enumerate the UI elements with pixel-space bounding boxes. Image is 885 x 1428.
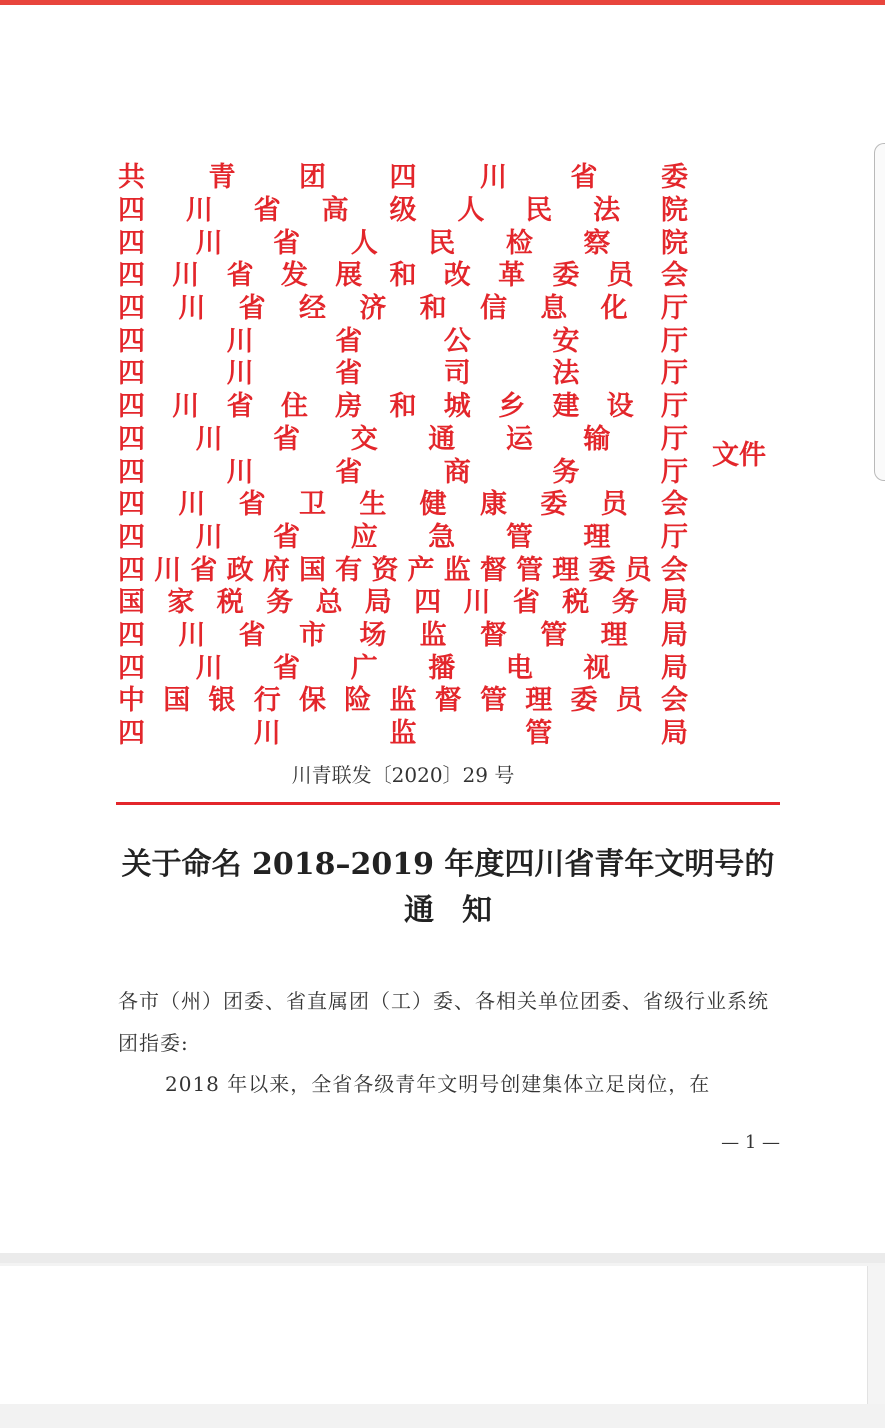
- issuer-char: 川: [195, 227, 223, 259]
- issuer-char: 电: [505, 652, 533, 684]
- issuer-line: [118, 718, 688, 751]
- issuer-char: 管: [505, 521, 533, 553]
- issuer-char: 厅: [660, 325, 688, 357]
- issuer-char: 管: [480, 685, 507, 717]
- issuer-char: 局: [661, 718, 688, 750]
- issuer-char: 团: [299, 162, 326, 194]
- document-title: [116, 842, 780, 934]
- issuer-line: [118, 620, 688, 653]
- next-page-edge: [867, 1266, 885, 1404]
- issuer-char: 省: [570, 162, 598, 194]
- issuer-char: 局: [660, 652, 688, 684]
- issuer-char: 府: [262, 554, 290, 586]
- issuer-char: 资: [371, 554, 399, 586]
- issuer-char: 改: [443, 260, 471, 292]
- issuer-char: 卫: [298, 489, 326, 521]
- issuer-char: 视: [583, 652, 611, 684]
- issuer-char: 司: [443, 358, 471, 390]
- issuer-char: 监: [443, 554, 471, 586]
- issuer-char: 应: [350, 521, 378, 553]
- issuer-char: 检: [505, 227, 533, 259]
- issuer-char: 省: [273, 423, 301, 455]
- issuer-char: 督: [479, 619, 507, 651]
- issuer-char: 监: [389, 718, 417, 750]
- issuer-char: 川: [172, 260, 200, 292]
- next-page: [0, 1266, 885, 1404]
- issuer-char: 四: [118, 325, 145, 357]
- issuer-char: 生: [359, 489, 387, 521]
- issuer-char: 急: [428, 521, 456, 553]
- issuer-char: 房: [335, 391, 363, 423]
- issuer-char: 法: [593, 195, 621, 227]
- title-line-2: 通知: [404, 893, 520, 928]
- issuer-char: 务: [552, 456, 580, 488]
- issuer-char: 四: [118, 293, 145, 325]
- issuer-char: 乡: [498, 391, 526, 423]
- issuer-line: [118, 424, 688, 457]
- issuer-char: 国: [298, 554, 326, 586]
- issuer-char: 厅: [660, 293, 688, 325]
- issuer-char: 公: [443, 325, 471, 357]
- issuer-char: 务: [611, 587, 639, 619]
- issuer-char: 产: [407, 554, 435, 586]
- issuer-char: 市: [298, 619, 326, 651]
- issuer-char: 和: [419, 293, 447, 325]
- issuer-char: 监: [419, 619, 447, 651]
- issuer-char: 国: [163, 685, 191, 717]
- issuer-char: 国: [118, 587, 145, 619]
- issuer-char: 理: [525, 685, 553, 717]
- issuer-char: 四: [118, 619, 145, 651]
- issuer-char: 理: [600, 619, 628, 651]
- issuer-char: 四: [118, 489, 145, 521]
- issuer-char: 局: [660, 619, 688, 651]
- body-paragraph: 2018 年以来，全省各级青年文明号创建集体立足岗位，在: [165, 1072, 711, 1096]
- issuer-char: 员: [606, 260, 634, 292]
- issuer-char: 和: [389, 260, 417, 292]
- issuer-char: 四: [118, 521, 145, 553]
- issuer-line: [118, 358, 688, 391]
- issuer-char: 川: [480, 162, 507, 194]
- issuer-char: 院: [660, 227, 688, 259]
- issuer-char: 委: [588, 554, 616, 586]
- issuer-char: 局: [660, 587, 688, 619]
- issuer-char: 险: [344, 685, 372, 717]
- issuer-char: 理: [552, 554, 580, 586]
- issuer-char: 四: [118, 260, 145, 292]
- issuer-char: 四: [118, 718, 145, 750]
- issuer-char: 局: [364, 587, 392, 619]
- issuer-char: 输: [583, 423, 611, 455]
- document-label: 文件: [712, 440, 766, 471]
- red-divider: [116, 802, 780, 805]
- issuer-char: 税: [216, 587, 244, 619]
- issuer-char: 川: [178, 293, 206, 325]
- issuer-line: [118, 456, 688, 489]
- issuer-char: 会: [660, 260, 688, 292]
- issuer-char: 省: [226, 260, 254, 292]
- issuer-char: 高: [321, 195, 349, 227]
- issuer-char: 运: [505, 423, 533, 455]
- issuer-char: 管: [540, 619, 568, 651]
- issuer-char: 济: [359, 293, 387, 325]
- issuer-char: 行: [253, 685, 281, 717]
- issuer-char: 级: [389, 195, 417, 227]
- issuer-char: 川: [253, 718, 281, 750]
- issuer-char: 共: [118, 162, 145, 194]
- issuer-char: 税: [562, 587, 590, 619]
- issuer-line: [118, 391, 688, 424]
- issuer-char: 总: [315, 587, 343, 619]
- issuer-char: 厅: [660, 456, 688, 488]
- issuer-char: 省: [335, 325, 363, 357]
- issuer-line: [118, 685, 688, 718]
- issuer-char: 省: [226, 391, 254, 423]
- issuer-char: 督: [479, 554, 507, 586]
- issuer-line: [118, 195, 688, 228]
- issuer-line: [118, 587, 688, 620]
- issuer-char: 川: [195, 521, 223, 553]
- issuer-char: 住: [280, 391, 308, 423]
- issuer-char: 家: [167, 587, 195, 619]
- issuer-char: 息: [540, 293, 568, 325]
- issuer-char: 省: [253, 195, 281, 227]
- issuer-char: 省: [238, 619, 266, 651]
- issuer-char: 四: [118, 227, 145, 259]
- issuer-char: 建: [552, 391, 580, 423]
- issuer-char: 省: [238, 489, 266, 521]
- issuer-char: 健: [419, 489, 447, 521]
- issuer-char: 商: [443, 456, 471, 488]
- issuer-char: 人: [350, 227, 378, 259]
- issuer-char: 省: [335, 456, 363, 488]
- issuer-char: 川: [178, 619, 206, 651]
- issuer-char: 四: [389, 162, 417, 194]
- issuer-line: [118, 162, 688, 195]
- issuer-char: 省: [273, 521, 301, 553]
- issuer-char: 厅: [660, 391, 688, 423]
- issuer-char: 监: [389, 685, 417, 717]
- issuer-char: 民: [428, 227, 456, 259]
- issuer-char: 省: [335, 358, 363, 390]
- issuer-char: 政: [226, 554, 254, 586]
- issuer-char: 民: [525, 195, 553, 227]
- issuer-char: 川: [172, 391, 200, 423]
- issuer-char: 会: [661, 685, 688, 717]
- issuer-char: 川: [226, 358, 254, 390]
- issuer-char: 四: [414, 587, 442, 619]
- issuer-char: 四: [118, 423, 145, 455]
- issuer-char: 厅: [660, 521, 688, 553]
- issuer-char: 省: [238, 293, 266, 325]
- issuer-char: 保: [299, 685, 326, 717]
- issuer-char: 中: [118, 685, 145, 717]
- issuer-line: [118, 489, 688, 522]
- issuer-char: 川: [178, 489, 206, 521]
- issuer-char: 厅: [660, 423, 688, 455]
- issuer-char: 经: [298, 293, 326, 325]
- issuer-char: 会: [660, 489, 688, 521]
- issuer-line: [118, 260, 688, 293]
- issuer-char: 银: [208, 685, 236, 717]
- issuer-char: 委: [540, 489, 568, 521]
- issuer-char: 厅: [660, 358, 688, 390]
- issuer-char: 管: [525, 718, 553, 750]
- issuer-char: 四: [118, 652, 145, 684]
- issuer-char: 省: [273, 652, 301, 684]
- issuer-char: 会: [660, 554, 688, 586]
- issuer-char: 四: [118, 554, 145, 586]
- issuer-char: 设: [606, 391, 634, 423]
- issuer-char: 员: [615, 685, 643, 717]
- issuer-char: 员: [624, 554, 652, 586]
- issuer-char: 省: [512, 587, 540, 619]
- issuer-char: 四: [118, 456, 145, 488]
- issuer-char: 革: [498, 260, 526, 292]
- issuer-char: 川: [226, 325, 254, 357]
- issuer-char: 场: [359, 619, 387, 651]
- issuer-line: [118, 522, 688, 555]
- issuer-char: 员: [600, 489, 628, 521]
- issuer-char: 播: [428, 652, 456, 684]
- issuer-char: 安: [552, 325, 580, 357]
- top-accent-strip: [0, 0, 885, 5]
- issuer-char: 四: [118, 358, 145, 390]
- issuer-char: 察: [583, 227, 611, 259]
- page-number: — 1 —: [721, 1132, 780, 1153]
- bottom-bar: [0, 1404, 885, 1428]
- issuer-char: 青: [208, 162, 236, 194]
- page-separator: [0, 1253, 885, 1263]
- issuer-char: 四: [118, 391, 145, 423]
- issuer-char: 和: [389, 391, 417, 423]
- issuer-char: 交: [350, 423, 378, 455]
- issuer-char: 川: [463, 587, 491, 619]
- issuer-line: [118, 293, 688, 326]
- issuer-line: [118, 554, 688, 587]
- scroll-handle[interactable]: [874, 143, 885, 481]
- issuer-char: 发: [280, 260, 308, 292]
- issuer-char: 信: [479, 293, 507, 325]
- issuer-char: 委: [552, 260, 580, 292]
- issuer-line: [118, 325, 688, 358]
- issuer-char: 管: [516, 554, 544, 586]
- issuer-char: 化: [600, 293, 628, 325]
- issuer-line: [118, 227, 688, 260]
- issuer-char: 法: [552, 358, 580, 390]
- issuer-char: 通: [428, 423, 456, 455]
- issuer-char: 省: [273, 227, 301, 259]
- issuer-char: 川: [185, 195, 213, 227]
- issuer-char: 院: [661, 195, 688, 227]
- issuer-char: 有: [335, 554, 363, 586]
- issuer-char: 广: [350, 652, 378, 684]
- issuer-char: 城: [443, 391, 471, 423]
- issuer-char: 省: [190, 554, 218, 586]
- issuer-block: [118, 162, 688, 750]
- issuer-char: 理: [583, 521, 611, 553]
- salutation: 各市（州）团委、省直属团（工）委、各相关单位团委、省级行业系统团指委:: [118, 989, 769, 1055]
- issuer-char: 四: [118, 195, 145, 227]
- issuer-char: 川: [195, 423, 223, 455]
- issuer-char: 川: [226, 456, 254, 488]
- document-number: 川青联发〔2020〕29 号: [291, 763, 515, 787]
- issuer-char: 委: [570, 685, 598, 717]
- issuer-char: 展: [335, 260, 363, 292]
- issuer-char: 人: [457, 195, 485, 227]
- issuer-char: 川: [195, 652, 223, 684]
- issuer-line: [118, 652, 688, 685]
- issuer-char: 务: [266, 587, 294, 619]
- issuer-char: 康: [479, 489, 507, 521]
- title-line-1: 关于命名 2018–2019 年度四川省青年文明号的: [121, 847, 775, 882]
- issuer-char: 川: [154, 554, 182, 586]
- issuer-char: 督: [434, 685, 462, 717]
- issuer-char: 委: [661, 162, 688, 194]
